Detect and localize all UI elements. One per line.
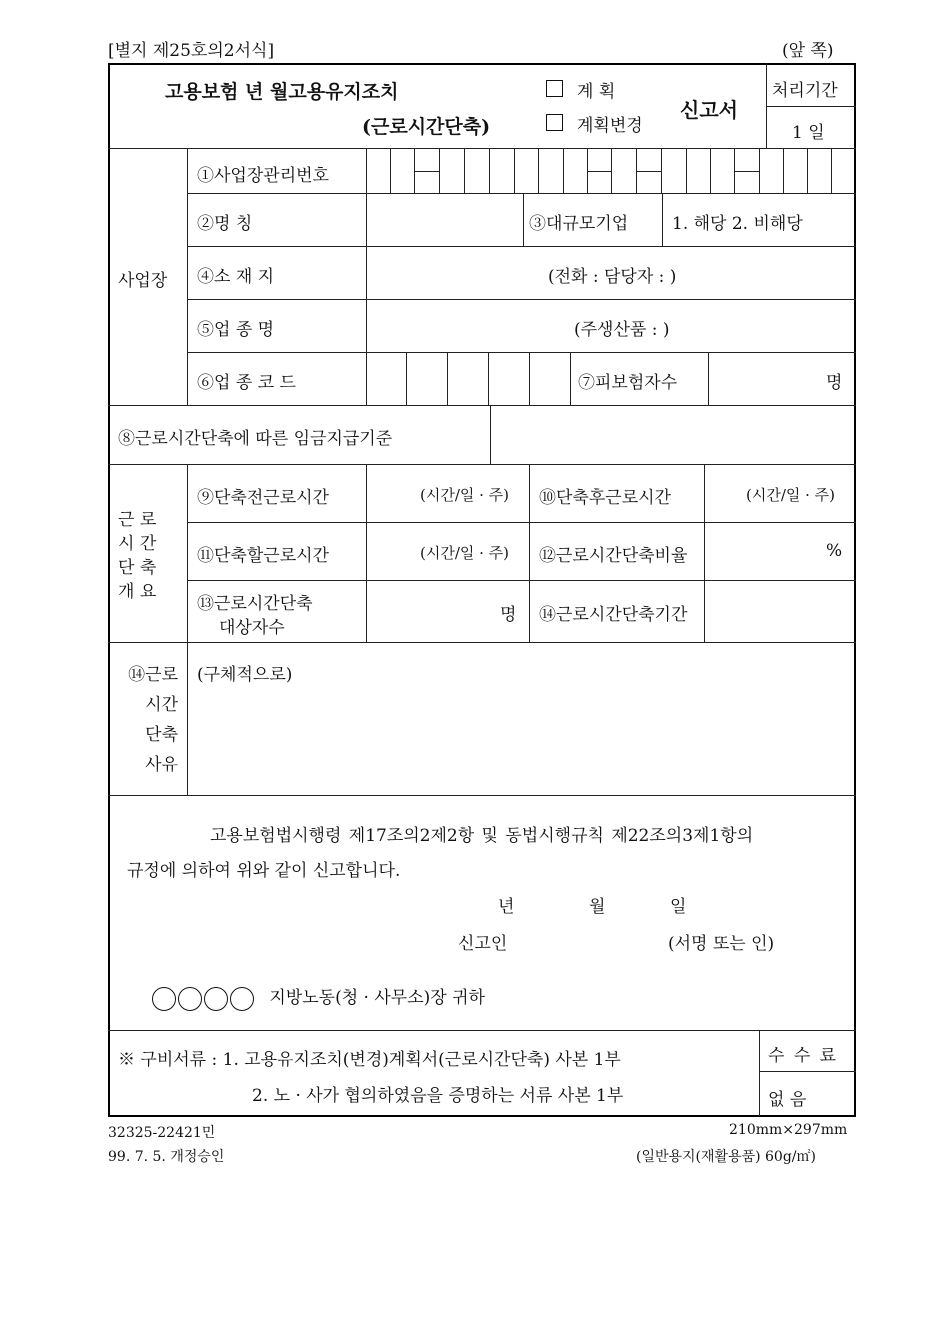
form-code: 32325-22421민 — [108, 1125, 216, 1141]
target-count-label-1: ⑬근로시간단축 — [197, 594, 313, 614]
title-line2: (근로시간단축) — [362, 116, 491, 138]
required-docs-line1: ※ 구비서류 : 1. 고용유지조치(변경)계획서(근로시간단축) 사본 1부 — [118, 1050, 621, 1070]
title-line1: 고용보험 년 월고용유지조치 — [165, 81, 399, 103]
business-name-field[interactable] — [372, 200, 520, 240]
hours-to-reduce-label: ⑪단축할근로시간 — [197, 546, 329, 566]
business-name-label: ②명 칭 — [197, 214, 253, 234]
date-year-label: 년 — [498, 897, 515, 917]
insured-count-label: ⑦피보험자수 — [578, 373, 678, 393]
mgmt-number-label: ①사업장관리번호 — [197, 166, 329, 186]
main-product-field[interactable]: (주생산품 : ) — [574, 320, 670, 340]
declaration-line2: 규정에 의하여 위와 같이 신고합니다. — [127, 861, 401, 881]
declaration-line1: 고용보험법시행령 제17조의2제2항 및 동법시행규칙 제22조의3제1항의 — [210, 826, 754, 846]
large-company-options[interactable]: 1. 해당 2. 비해당 — [672, 214, 803, 234]
title-suffix: 신고서 — [680, 98, 738, 122]
industry-name-label: ⑤업 종 명 — [197, 320, 275, 340]
plan-change-checkbox[interactable] — [546, 114, 563, 131]
reduction-ratio-label: ⑫근로시간단축비율 — [539, 546, 688, 566]
target-count-label-2: 대상자수 — [219, 618, 285, 638]
fee-label: 수 수 료 — [768, 1046, 839, 1066]
addressee-text: 지방노동(청 · 사무소)장 귀하 — [269, 988, 485, 1008]
plan-change-option-label: 계획변경 — [577, 116, 643, 136]
date-day-label: 일 — [670, 897, 687, 917]
target-count-unit[interactable]: 명 — [500, 605, 517, 625]
hours-before-unit[interactable]: (시간/일 · 주) — [420, 486, 510, 504]
date-month-label: 월 — [589, 897, 606, 917]
address-label: ④소 재 지 — [197, 267, 275, 287]
paper-type: (일반용지(재활용품) 60g/㎡) — [636, 1149, 816, 1165]
reason-hint: (구체적으로) — [197, 665, 293, 685]
processing-period-label: 처리기간 — [772, 81, 838, 101]
required-docs-line2: 2. 노 · 사가 협의하였음을 증명하는 서류 사본 1부 — [252, 1086, 624, 1106]
hours-after-unit[interactable]: (시간/일 · 주) — [746, 486, 836, 504]
overview-section-label: 근 로 시 간 단 축 개 요 — [118, 510, 157, 602]
plan-checkbox[interactable] — [546, 80, 563, 97]
processing-period-value: 1 일 — [792, 123, 825, 143]
phone-contact-field[interactable]: (전화 : 담당자 : ) — [548, 267, 677, 287]
wage-basis-field[interactable] — [496, 410, 850, 459]
signature-label: (서명 또는 인) — [668, 934, 775, 954]
page-side-label: (앞 쪽) — [782, 41, 834, 61]
reason-label: ⑭근로 시간 단축 사유 — [128, 665, 178, 775]
paper-size: 210mm×297mm — [729, 1122, 848, 1138]
industry-code-label: ⑥업 종 코 드 — [197, 373, 296, 393]
reduction-period-label: ⑭근로시간단축기간 — [539, 605, 688, 625]
addressee-line — [152, 983, 485, 1011]
office-name-placeholder[interactable] — [152, 988, 256, 1008]
insured-count-unit: 명 — [826, 373, 843, 393]
plan-option-label: 계 획 — [577, 82, 616, 102]
hours-before-label: ⑨단축전근로시간 — [197, 488, 329, 508]
form-number: [별지 제25호의2서식] — [108, 41, 275, 61]
reduction-period-field[interactable] — [710, 586, 850, 636]
fee-value: 없 음 — [768, 1090, 807, 1110]
hours-to-reduce-unit[interactable]: (시간/일 · 주) — [420, 544, 510, 562]
large-company-label: ③대규모기업 — [529, 214, 629, 234]
wage-basis-label: ⑧근로시간단축에 따른 임금지급기준 — [118, 429, 393, 449]
hours-after-label: ⑩단축후근로시간 — [539, 488, 671, 508]
reason-field[interactable] — [193, 690, 849, 790]
reporter-label: 신고인 — [458, 934, 508, 954]
reduction-ratio-unit[interactable]: % — [826, 541, 843, 561]
business-section-label: 사업장 — [118, 271, 168, 291]
approval-date: 99. 7. 5. 개정승인 — [108, 1149, 225, 1165]
